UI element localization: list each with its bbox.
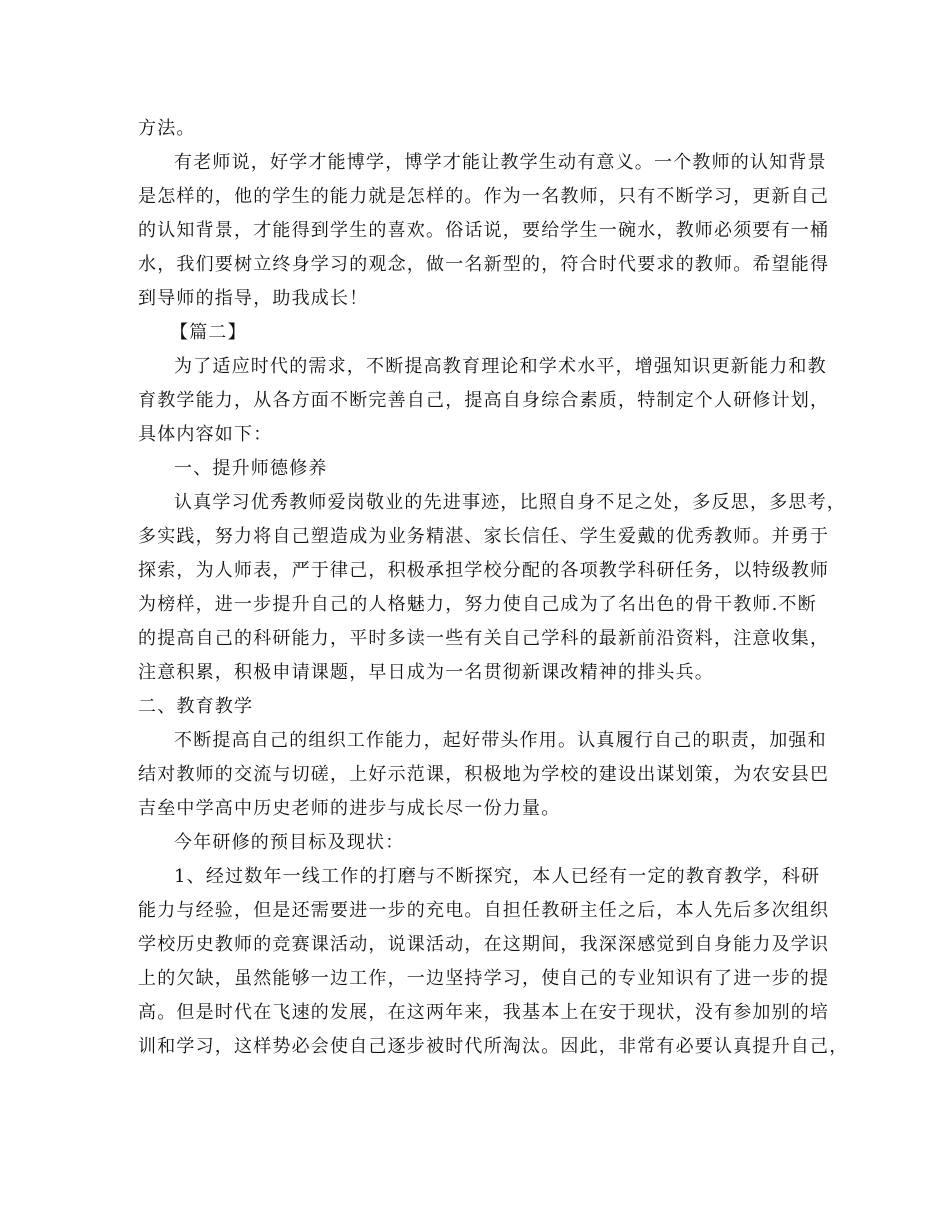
text-line: 高。但是时代在飞速的发展，在这两年来，我基本上在安于现状，没有参加别的培: [138, 1002, 830, 1023]
paragraph-start-line: 今年研修的预目标及现状：: [174, 832, 405, 853]
text-line: 吉垒中学高中历史老师的进步与成长尽一份力量。: [138, 798, 561, 819]
text-line: 多实践，努力将自己塑造成为业务精湛、家长信任、学生爱戴的优秀教师。并勇于: [138, 526, 830, 547]
text-line: 能力与经验，但是还需要进一步的充电。自担任教研主任之后，本人先后多次组织: [138, 900, 830, 921]
paragraph-start-line: 有老师说，好学才能博学，博学才能让教学生动有意义。一个教师的认知背景: [174, 152, 827, 173]
paragraph-start-line: 1、经过数年一线工作的打磨与不断探究，本人已经有一定的教育教学，科研: [174, 866, 821, 887]
text-line: 训和学习，这样势必会使自己逐步被时代所淘汰。因此，非常有必要认真提升自己，: [138, 1036, 849, 1057]
text-line: 的提高自己的科研能力，平时多读一些有关自己学科的最新前沿资料，注意收集，: [138, 628, 830, 649]
text-line: 水，我们要树立终身学习的观念，做一名新型的，符合时代要求的教师。希望能得: [138, 254, 830, 275]
text-line: 育教学能力，从各方面不断完善自己，提高自身综合素质，特制定个人研修计划，: [138, 390, 830, 411]
subsection-heading: 二、教育教学: [138, 696, 254, 717]
subsection-heading: 一、提升师德修养: [174, 458, 328, 479]
text-line: 是怎样的，他的学生的能力就是怎样的。作为一名教师，只有不断学习，更新自己: [138, 186, 830, 207]
text-line: 注意积累，积极申请课题，早日成为一名贯彻新课改精神的排头兵。: [138, 662, 714, 683]
paragraph-start-line: 为了适应时代的需求，不断提高教育理论和学术水平，增强知识更新能力和教: [174, 356, 827, 377]
text-line: 具体内容如下：: [138, 424, 273, 445]
text-line: 的认知背景，才能得到学生的喜欢。俗话说，要给学生一碗水，教师必须要有一桶: [138, 220, 830, 241]
text-line: 上的欠缺，虽然能够一边工作，一边坚持学习，使自己的专业知识有了进一步的提: [138, 968, 830, 989]
text-line: 探索，为人师表，严于律己，积极承担学校分配的各项教学科研任务，以特级教师: [138, 560, 830, 581]
text-line: 到导师的指导，助我成长！: [138, 288, 369, 309]
text-line: 方法。: [138, 118, 196, 139]
section-heading: 【篇二】: [170, 322, 247, 343]
text-line: 结对教师的交流与切磋，上好示范课，积极地为学校的建设出谋划策，为农安县巴: [138, 764, 830, 785]
paragraph-start-line: 不断提高自己的组织工作能力，起好带头作用。认真履行自己的职责，加强和: [174, 730, 827, 751]
paragraph-start-line: 认真学习优秀教师爱岗敬业的先进事迹，比照自身不足之处，多反思，多思考，: [174, 492, 846, 513]
text-line: 为榜样，进一步提升自己的人格魅力，努力使自己成为了名出色的骨干教师.不断: [138, 594, 817, 615]
text-line: 学校历史教师的竞赛课活动，说课活动，在这期间，我深深感觉到自身能力及学识: [138, 934, 830, 955]
